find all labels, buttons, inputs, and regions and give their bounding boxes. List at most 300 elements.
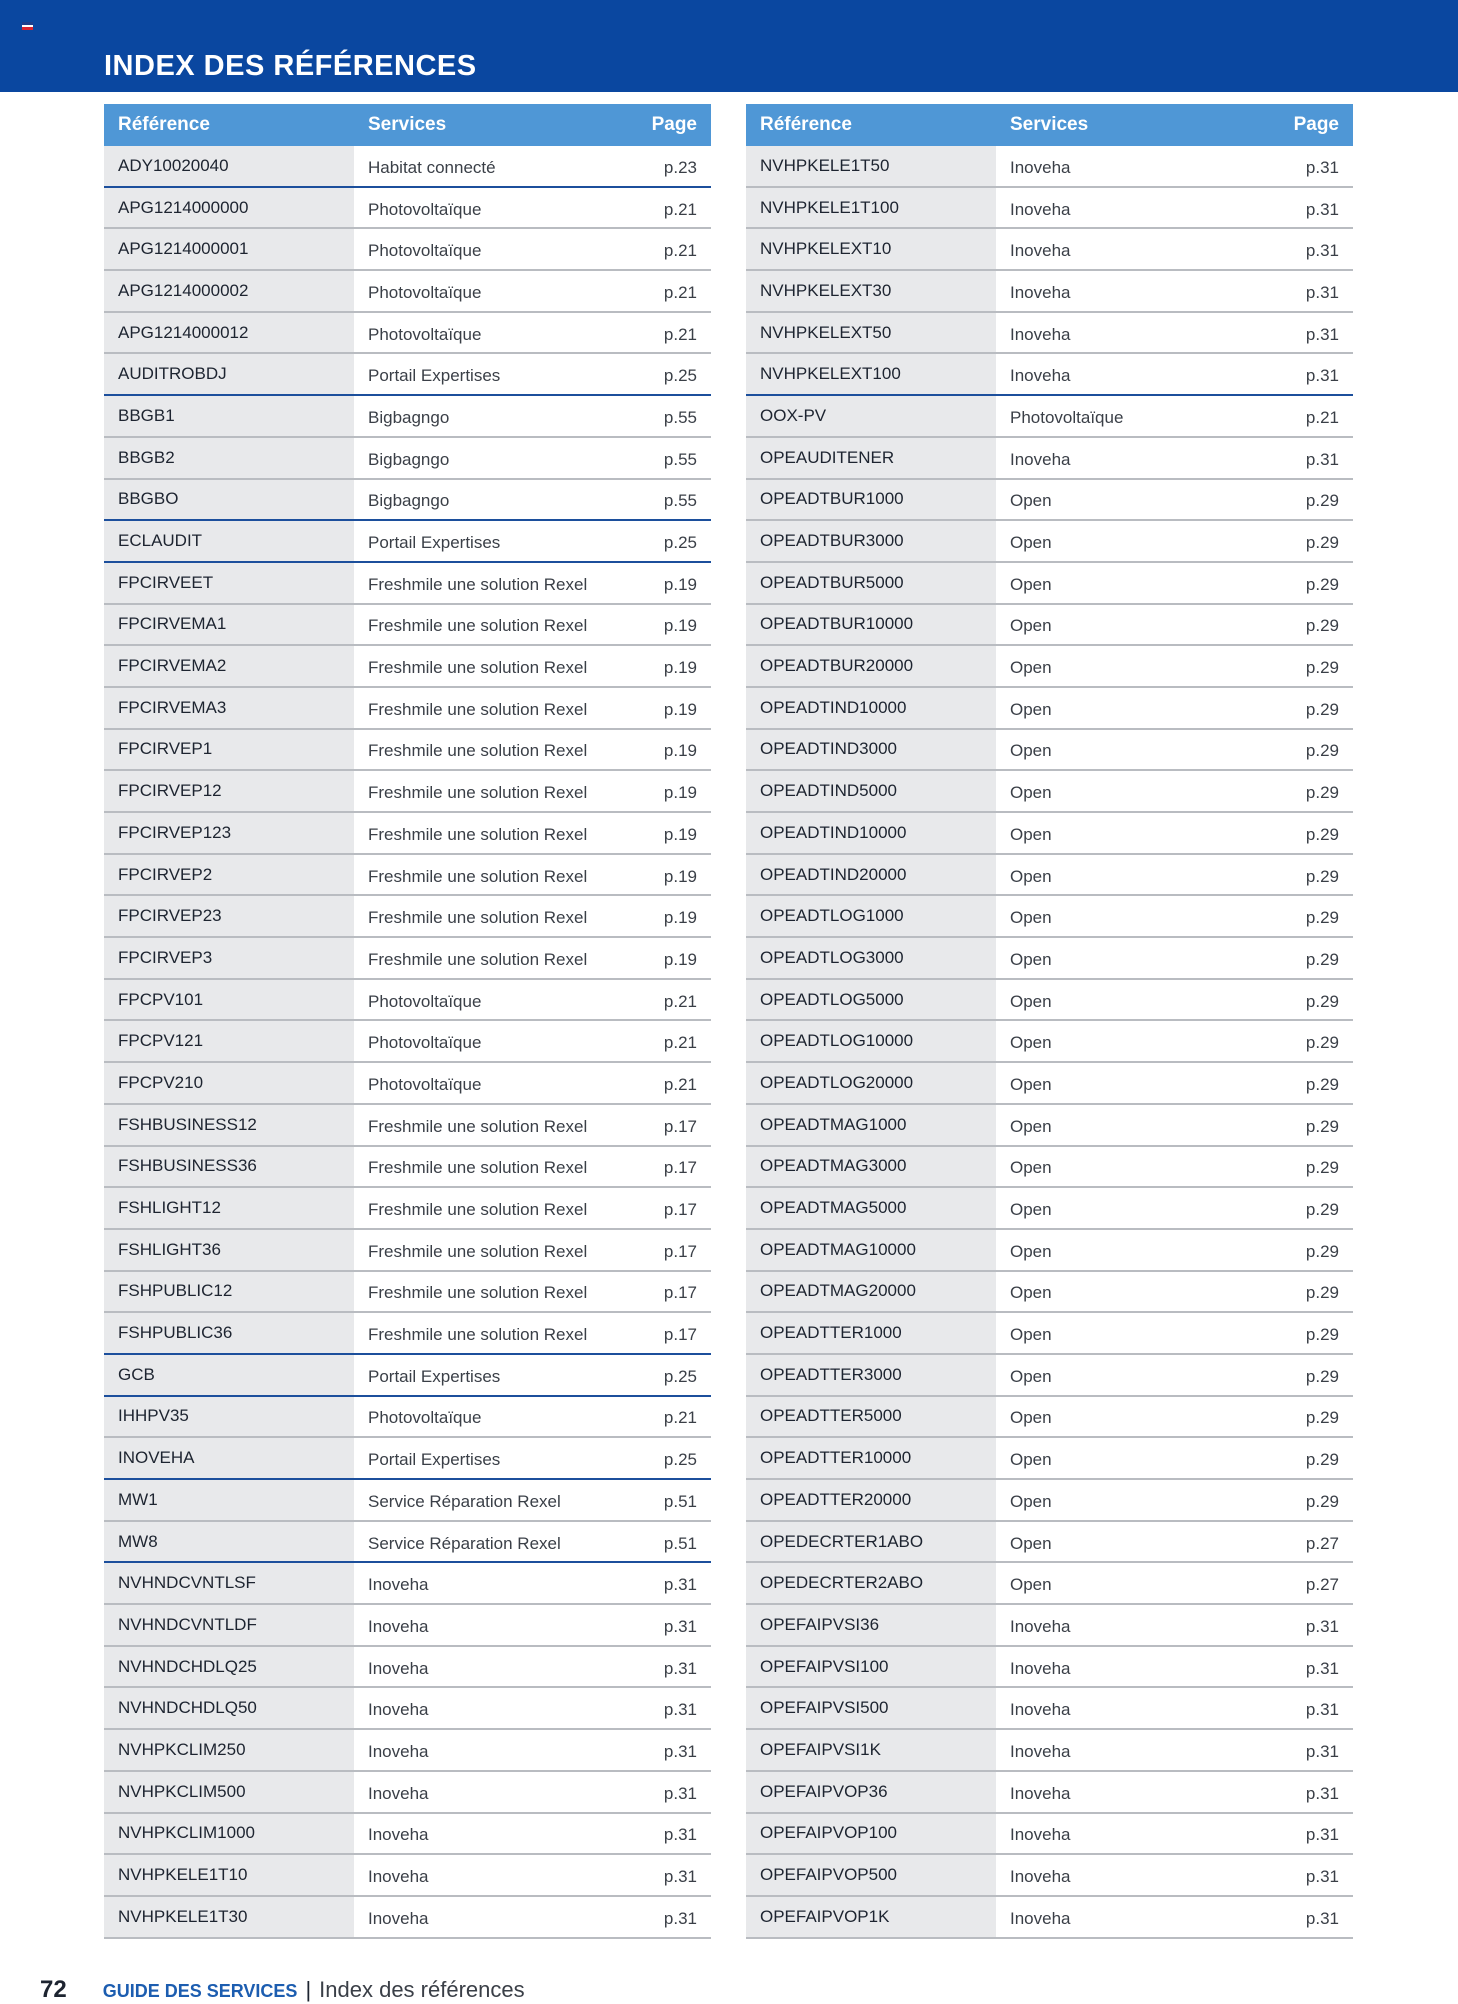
page-cell: p.19 [663,908,697,928]
service-cell: Photovoltaïque [368,282,482,302]
page-cell: p.31 [1305,1867,1339,1887]
table-row [746,813,1353,855]
table-row [746,146,1353,188]
column-header-reference: Référence [118,114,210,135]
page-cell: p.31 [1305,1616,1339,1636]
page-cell: p.29 [1305,741,1339,761]
reference-cell: OPEADTMAG10000 [746,1230,996,1270]
reference-cell: FSHBUSINESS36 [104,1147,354,1187]
page-cell: p.29 [1305,1200,1339,1220]
page-cell: p.31 [663,1700,697,1720]
service-cell: Freshmile une solution Rexel [368,1116,588,1136]
service-cell: Freshmile une solution Rexel [368,574,588,594]
page-cell: p.31 [1305,1825,1339,1845]
page-cell: p.27 [1305,1575,1339,1595]
table-row [746,1772,1353,1814]
reference-cell: INOVEHA [104,1438,354,1478]
reference-cell: FSHLIGHT12 [104,1188,354,1228]
page-cell: p.31 [663,1658,697,1678]
flag-stripe-red [22,27,33,30]
reference-cell: OPEDECRTER2ABO [746,1563,996,1603]
table-row [104,1730,711,1772]
table-row [104,480,711,522]
page-cell: p.29 [1305,1491,1339,1511]
reference-cell: FPCIRVEMA2 [104,646,354,686]
table-row [104,1105,711,1147]
page-cell: p.55 [663,491,697,511]
page-cell: p.31 [1305,199,1339,219]
footer-guide-title: GUIDE DES SERVICES [102,1981,298,2001]
page-footer [40,1976,525,2003]
table-row [746,1647,1353,1689]
page-cell: p.29 [1305,1325,1339,1345]
service-cell: Freshmile une solution Rexel [368,1241,588,1261]
reference-cell: MW1 [104,1480,354,1520]
reference-cell: MW8 [104,1522,354,1562]
table-body [104,146,711,1939]
page-cell: p.21 [663,199,697,219]
table-row [746,730,1353,772]
service-cell: Portail Expertises [368,1366,501,1386]
table-row [746,1105,1353,1147]
service-cell: Inoveha [368,1867,429,1887]
page-cell: p.29 [1305,866,1339,886]
page-cell: p.21 [663,1033,697,1053]
page-cell: p.19 [663,866,697,886]
reference-cell: IHHPV35 [104,1397,354,1437]
page-cell: p.55 [663,407,697,427]
page-cell: p.19 [663,574,697,594]
reference-cell: OPEADTBUR3000 [746,521,996,561]
table-row [104,771,711,813]
column-header-page: Page [651,114,697,135]
column-header-services: Services [1010,114,1089,135]
reference-cell: FSHLIGHT36 [104,1230,354,1270]
table-row [746,229,1353,271]
reference-table-left [104,104,711,1939]
reference-cell: BBGB1 [104,396,354,436]
reference-cell: BBGBO [104,480,354,520]
table-row [104,688,711,730]
page-cell: p.31 [1305,157,1339,177]
reference-cell: APG1214000012 [104,313,354,353]
page-cell: p.19 [663,741,697,761]
service-cell: Open [1010,1158,1052,1178]
reference-cell: FSHPUBLIC12 [104,1272,354,1312]
page-cell: p.21 [663,1408,697,1428]
service-cell: Open [1010,1200,1052,1220]
page-cell: p.31 [1305,1700,1339,1720]
reference-cell: OPEFAIPVOP1K [746,1897,996,1937]
table-row [746,354,1353,396]
reference-cell: OPEADTBUR5000 [746,563,996,603]
service-cell: Inoveha [368,1616,429,1636]
service-cell: Inoveha [1010,241,1071,261]
reference-cell: FPCIRVEP2 [104,855,354,895]
table-row [104,1397,711,1439]
service-cell: Open [1010,616,1052,636]
service-cell: Photovoltaïque [368,241,482,261]
service-cell: Inoveha [368,1700,429,1720]
service-cell: Open [1010,1491,1052,1511]
page-cell: p.21 [1305,407,1339,427]
table-row [746,1814,1353,1856]
table-row [746,1272,1353,1314]
service-cell: Freshmile une solution Rexel [368,866,588,886]
reference-cell: ECLAUDIT [104,521,354,561]
reference-cell: OPEADTLOG1000 [746,896,996,936]
page-cell: p.29 [1305,1283,1339,1303]
page-cell: p.19 [663,783,697,803]
reference-cell: NVHNDCVNTLSF [104,1563,354,1603]
table-row [746,1397,1353,1439]
service-cell: Service Réparation Rexel [368,1533,561,1553]
service-cell: Freshmile une solution Rexel [368,949,588,969]
page-cell: p.29 [1305,1033,1339,1053]
page-cell: p.23 [663,157,697,177]
service-cell: Photovoltaïque [368,991,482,1011]
reference-cell: FPCIRVEP23 [104,896,354,936]
page-cell: p.21 [663,241,697,261]
table-row [104,1188,711,1230]
table-row [104,563,711,605]
page-cell: p.29 [1305,1366,1339,1386]
reference-cell: OPEADTIND10000 [746,813,996,853]
reference-cell: OPEFAIPVSI1K [746,1730,996,1770]
service-cell: Open [1010,574,1052,594]
service-cell: Open [1010,699,1052,719]
service-cell: Inoveha [368,1741,429,1761]
table-row [746,313,1353,355]
table-row [746,1230,1353,1272]
page-cell: p.29 [1305,949,1339,969]
reference-cell: BBGB2 [104,438,354,478]
reference-cell: OPEADTMAG1000 [746,1105,996,1145]
table-row [104,1313,711,1355]
page-cell: p.29 [1305,1241,1339,1261]
service-cell: Portail Expertises [368,533,501,553]
table-row [104,1230,711,1272]
table-row [746,1688,1353,1730]
service-cell: Inoveha [1010,1825,1071,1845]
page-cell: p.21 [663,324,697,344]
page-cell: p.17 [663,1283,697,1303]
page-cell: p.31 [1305,1908,1339,1928]
table-row [746,438,1353,480]
reference-cell: FPCIRVEP123 [104,813,354,853]
page-cell: p.19 [663,699,697,719]
reference-cell: OPEAUDITENER [746,438,996,478]
service-cell: Photovoltaïque [368,1408,482,1428]
table-header [104,104,711,146]
table-row [104,813,711,855]
service-cell: Inoveha [1010,282,1071,302]
service-cell: Photovoltaïque [368,199,482,219]
reference-cell: OPEADTIND3000 [746,730,996,770]
page-cell: p.31 [663,1908,697,1928]
service-cell: Freshmile une solution Rexel [368,741,588,761]
table-row [746,605,1353,647]
reference-cell: FPCIRVEMA3 [104,688,354,728]
reference-cell: APG1214000001 [104,229,354,269]
page-cell: p.29 [1305,1450,1339,1470]
service-cell: Portail Expertises [368,1450,501,1470]
page-cell: p.25 [663,1366,697,1386]
reference-cell: OPEADTTER5000 [746,1397,996,1437]
page-cell: p.31 [1305,241,1339,261]
reference-cell: FPCIRVEP1 [104,730,354,770]
reference-cell: APG1214000002 [104,271,354,311]
service-cell: Bigbagngo [368,491,450,511]
service-cell: Open [1010,1116,1052,1136]
page-cell: p.55 [663,449,697,469]
page-cell: p.19 [663,824,697,844]
service-cell: Inoveha [1010,1616,1071,1636]
service-cell: Service Réparation Rexel [368,1491,561,1511]
service-cell: Open [1010,533,1052,553]
reference-cell: AUDITROBDJ [104,354,354,394]
service-cell: Inoveha [1010,1867,1071,1887]
table-row [104,1563,711,1605]
service-cell: Photovoltaïque [368,324,482,344]
reference-cell: NVHPKELEXT100 [746,354,996,394]
reference-cell: OPEADTMAG20000 [746,1272,996,1312]
page-cell: p.21 [663,991,697,1011]
table-row [746,1021,1353,1063]
page-cell: p.31 [1305,282,1339,302]
page-cell: p.31 [1305,449,1339,469]
table-row [104,354,711,396]
table-row [104,1855,711,1897]
reference-cell: NVHPKELE1T30 [104,1897,354,1937]
service-cell: Open [1010,1450,1052,1470]
service-cell: Open [1010,1241,1052,1261]
page-cell: p.17 [663,1158,697,1178]
table-row [104,980,711,1022]
table-row [746,563,1353,605]
table-row [104,1355,711,1397]
reference-cell: OPEFAIPVOP100 [746,1814,996,1854]
table-row [104,1688,711,1730]
table-row [746,688,1353,730]
table-row [746,396,1353,438]
table-row [104,1522,711,1564]
reference-cell: NVHPKCLIM500 [104,1772,354,1812]
table-row [746,521,1353,563]
service-cell: Inoveha [368,1783,429,1803]
page-cell: p.29 [1305,491,1339,511]
reference-cell: NVHPKELE1T10 [104,1855,354,1895]
service-cell: Open [1010,824,1052,844]
table-row [104,730,711,772]
table-row [104,1772,711,1814]
table-row [104,938,711,980]
service-cell: Inoveha [1010,366,1071,386]
table-row [104,896,711,938]
service-cell: Open [1010,1033,1052,1053]
table-row [104,313,711,355]
service-cell: Open [1010,783,1052,803]
reference-cell: OPEADTIND5000 [746,771,996,811]
table-row [746,1730,1353,1772]
table-row [104,1897,711,1939]
page-cell: p.29 [1305,1158,1339,1178]
service-cell: Open [1010,1408,1052,1428]
reference-cell: FPCIRVEMA1 [104,605,354,645]
page-cell: p.51 [663,1491,697,1511]
table-row [104,1063,711,1105]
page-title: INDEX DES RÉFÉRENCES [104,50,477,82]
table-row [104,1021,711,1063]
reference-cell: OPEADTLOG3000 [746,938,996,978]
table-row [104,1814,711,1856]
table-row [104,188,711,230]
page-cell: p.29 [1305,1408,1339,1428]
service-cell: Inoveha [1010,1741,1071,1761]
reference-cell: ADY10020040 [104,146,354,186]
service-cell: Inoveha [1010,1700,1071,1720]
reference-cell: NVHPKELEXT30 [746,271,996,311]
service-cell: Inoveha [368,1908,429,1928]
column-header-reference: Référence [760,114,852,135]
reference-cell: OPEADTTER3000 [746,1355,996,1395]
table-row [104,1480,711,1522]
footer-subtitle: Index des références [319,1977,525,2002]
page-cell: p.19 [663,616,697,636]
table-row [746,1522,1353,1564]
reference-cell: OPEADTLOG10000 [746,1021,996,1061]
table-row [746,1897,1353,1939]
reference-cell: OPEADTMAG5000 [746,1188,996,1228]
table-row [746,855,1353,897]
table-row [104,1647,711,1689]
reference-cell: FPCIRVEP12 [104,771,354,811]
table-row [746,1188,1353,1230]
service-cell: Freshmile une solution Rexel [368,699,588,719]
reference-cell: OPEFAIPVSI36 [746,1605,996,1645]
header-banner [0,0,1458,92]
page-cell: p.29 [1305,616,1339,636]
page-cell: p.29 [1305,1074,1339,1094]
table-row [104,146,711,188]
page-cell: p.29 [1305,824,1339,844]
service-cell: Inoveha [1010,449,1071,469]
service-cell: Inoveha [1010,157,1071,177]
service-cell: Open [1010,949,1052,969]
reference-cell: APG1214000000 [104,188,354,228]
service-cell: Open [1010,1283,1052,1303]
table-row [746,771,1353,813]
table-row [104,646,711,688]
service-cell: Inoveha [1010,1658,1071,1678]
table-row [746,1563,1353,1605]
page-cell: p.31 [1305,366,1339,386]
table-row [746,188,1353,230]
service-cell: Open [1010,1533,1052,1553]
page-cell: p.29 [1305,1116,1339,1136]
table-row [104,438,711,480]
table-row [746,1063,1353,1105]
table-row [746,1147,1353,1189]
table-row [746,1438,1353,1480]
page-cell: p.17 [663,1325,697,1345]
service-cell: Open [1010,1325,1052,1345]
table-row [746,1313,1353,1355]
service-cell: Inoveha [368,1575,429,1595]
reference-cell: NVHNDCHDLQ50 [104,1688,354,1728]
page-cell: p.31 [663,1741,697,1761]
reference-cell: FPCPV101 [104,980,354,1020]
reference-table-right [746,104,1353,1939]
footer-separator: | [305,1977,312,2002]
table-row [746,271,1353,313]
service-cell: Freshmile une solution Rexel [368,783,588,803]
reference-cell: OPEDECRTER1ABO [746,1522,996,1562]
service-cell: Freshmile une solution Rexel [368,658,588,678]
page-cell: p.31 [1305,1783,1339,1803]
page-cell: p.31 [663,1867,697,1887]
table-row [746,1480,1353,1522]
service-cell: Bigbagngo [368,407,450,427]
reference-cell: OPEADTBUR10000 [746,605,996,645]
service-cell: Freshmile une solution Rexel [368,1158,588,1178]
page-cell: p.29 [1305,783,1339,803]
reference-cell: FPCPV121 [104,1021,354,1061]
table-row [746,480,1353,522]
page-cell: p.17 [663,1241,697,1261]
page-cell: p.27 [1305,1533,1339,1553]
page-cell: p.21 [663,1074,697,1094]
reference-cell: NVHPKELE1T50 [746,146,996,186]
page-cell: p.31 [663,1783,697,1803]
table-row [104,1272,711,1314]
table-row [746,980,1353,1022]
table-header [746,104,1353,146]
table-row [104,271,711,313]
table-row [746,646,1353,688]
service-cell: Photovoltaïque [1010,407,1124,427]
reference-cell: GCB [104,1355,354,1395]
page-cell: p.29 [1305,658,1339,678]
service-cell: Open [1010,658,1052,678]
table-body [746,146,1353,1939]
service-cell: Freshmile une solution Rexel [368,824,588,844]
table-row [104,521,711,563]
reference-cell: OPEADTLOG5000 [746,980,996,1020]
page-cell: p.31 [1305,1658,1339,1678]
reference-cell: FPCIRVEP3 [104,938,354,978]
page-cell: p.25 [663,1450,697,1470]
service-cell: Habitat connecté [368,157,496,177]
page-cell: p.19 [663,658,697,678]
service-cell: Open [1010,1074,1052,1094]
table-row [104,1605,711,1647]
reference-cell: FSHBUSINESS12 [104,1105,354,1145]
reference-cell: OPEFAIPVSI500 [746,1688,996,1728]
column-header-page: Page [1293,114,1339,135]
reference-cell: OPEFAIPVOP36 [746,1772,996,1812]
reference-cell: NVHNDCVNTLDF [104,1605,354,1645]
page-cell: p.51 [663,1533,697,1553]
table-row [746,1355,1353,1397]
table-row [746,938,1353,980]
service-cell: Open [1010,991,1052,1011]
reference-cell: OPEADTIND20000 [746,855,996,895]
reference-cell: NVHPKCLIM1000 [104,1814,354,1854]
page-cell: p.31 [663,1575,697,1595]
service-cell: Freshmile une solution Rexel [368,616,588,636]
page-cell: p.19 [663,949,697,969]
